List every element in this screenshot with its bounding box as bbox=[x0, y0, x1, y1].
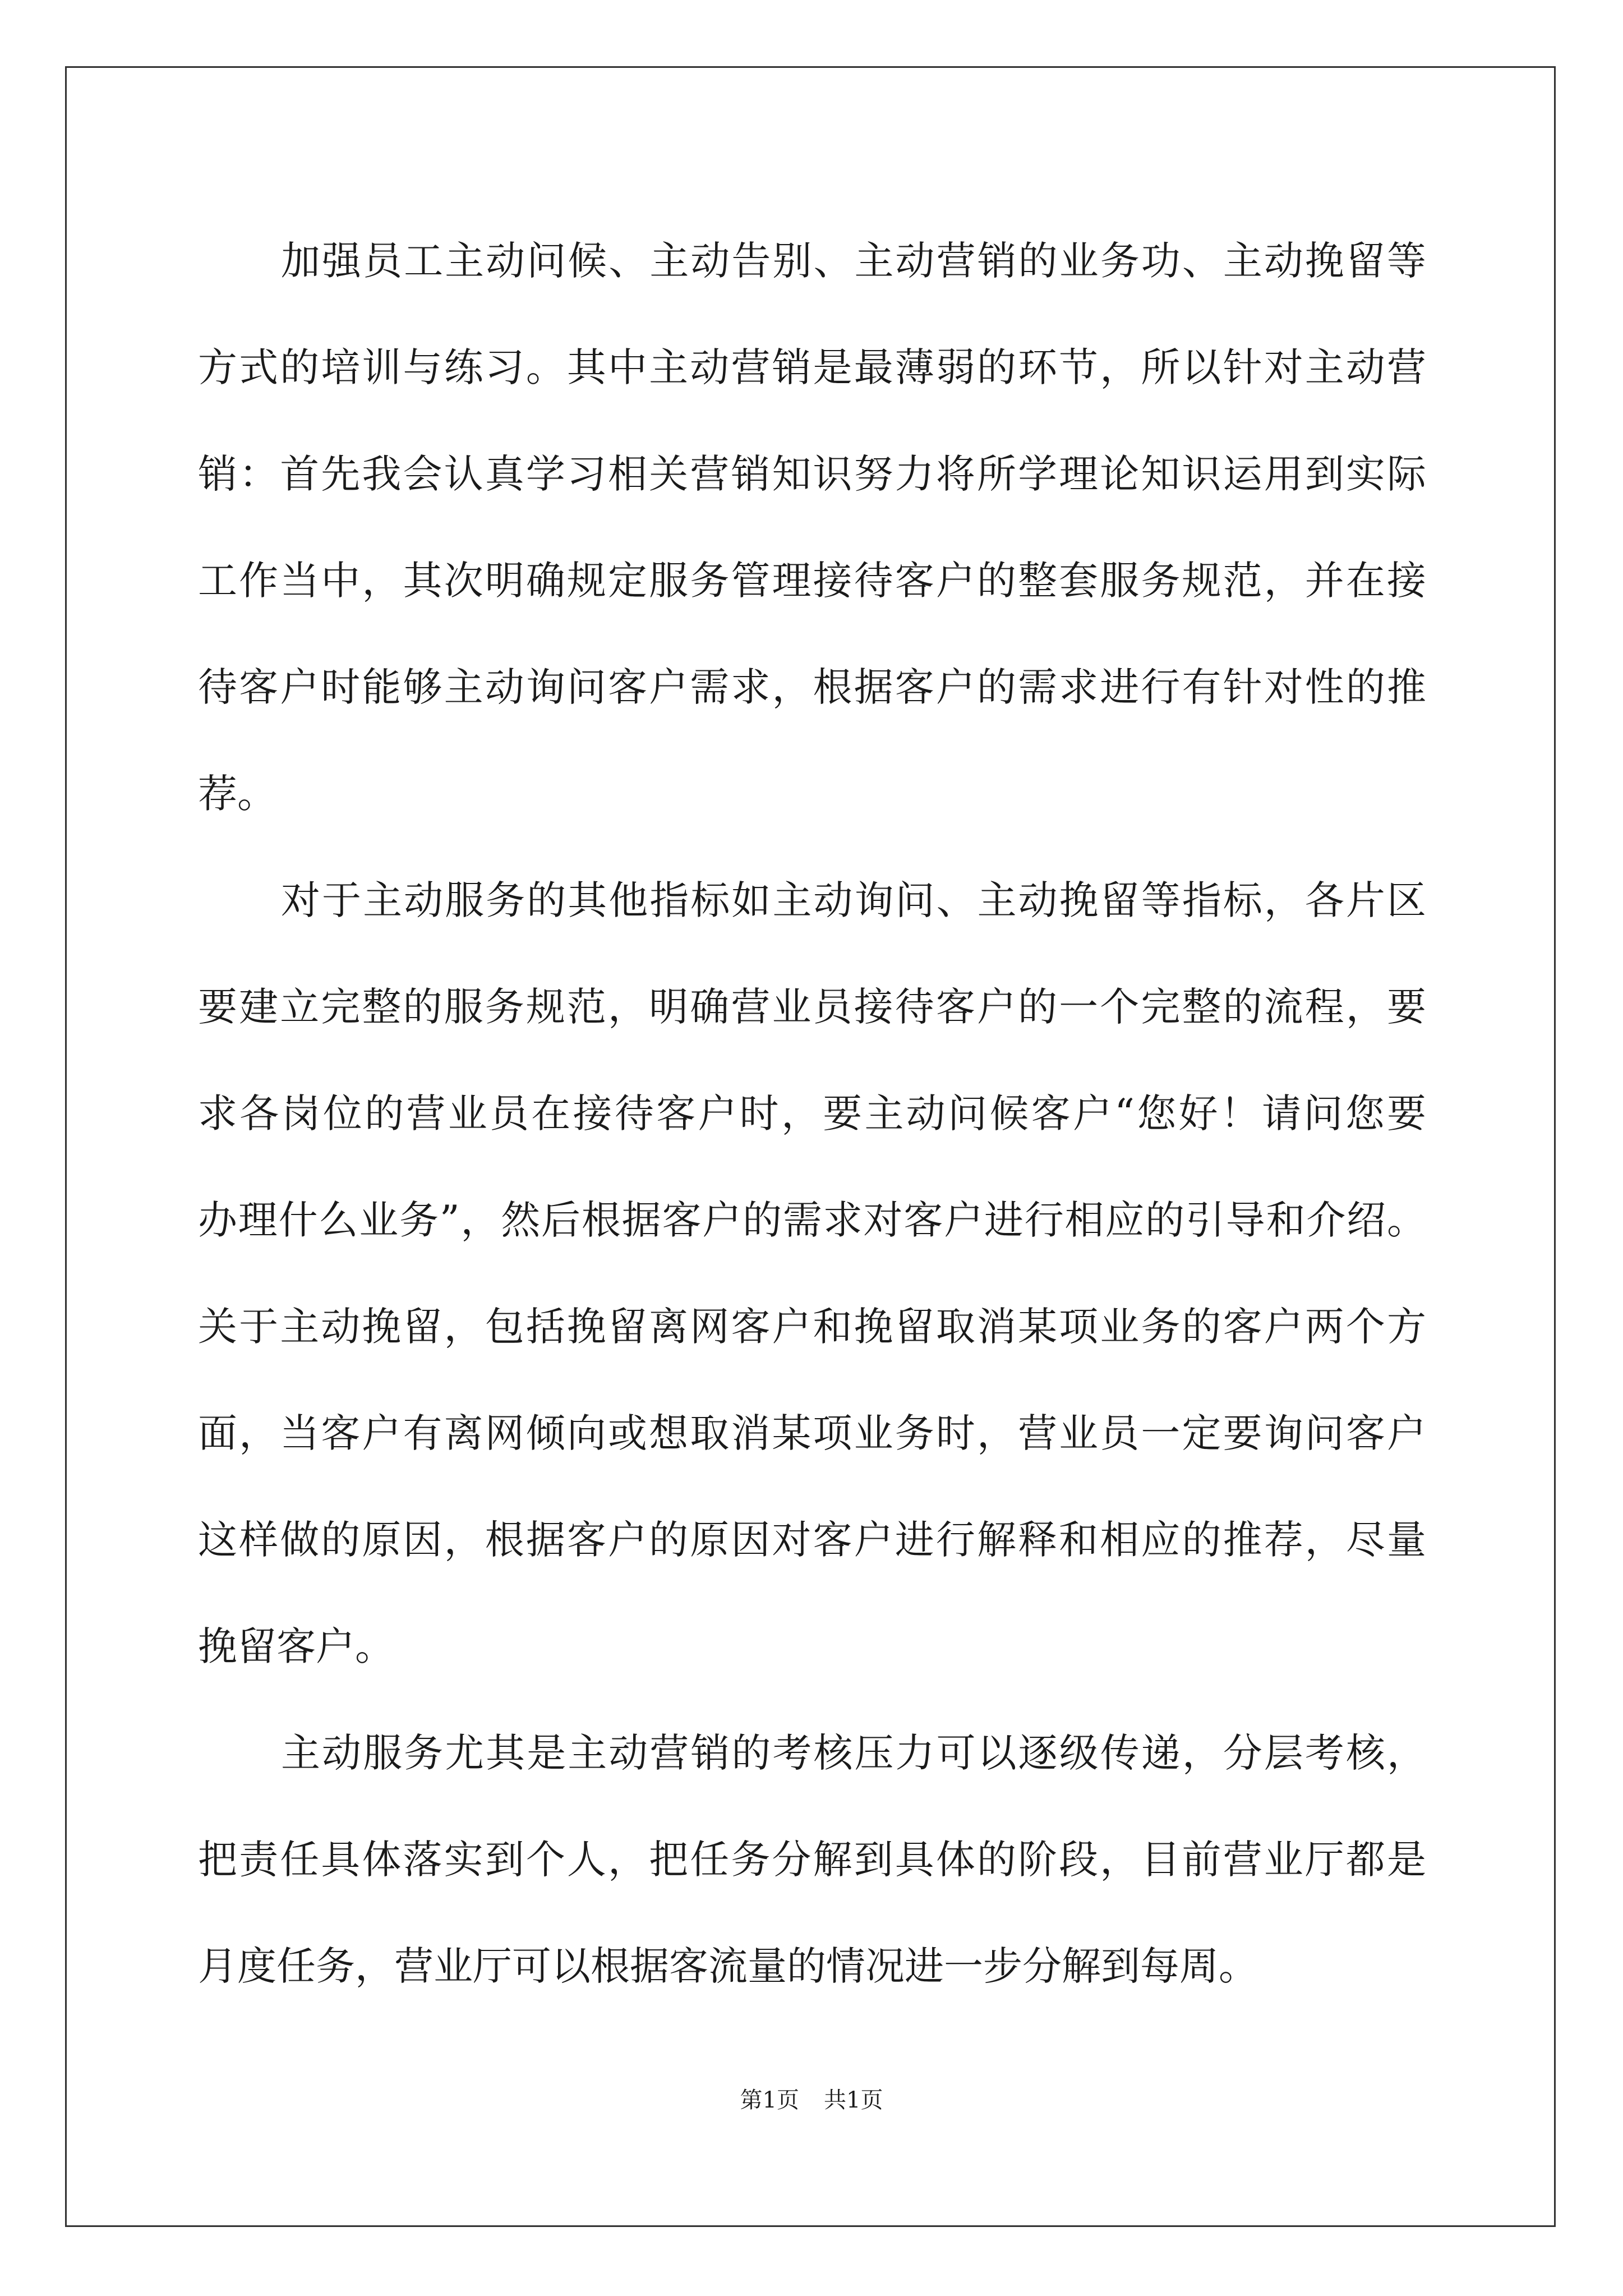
paragraph-1-line-5: 待客户时能够主动询问客户需求，根据客户的需求进行有针对性的推 bbox=[198, 664, 1426, 710]
paragraph-1-line-3: 销：首先我会认真学习相关营销知识努力将所学理论知识运用到实际 bbox=[198, 451, 1426, 497]
paragraph-2-line-6: 面，当客户有离网倾向或想取消某项业务时，营业员一定要询问客户 bbox=[198, 1410, 1426, 1456]
paragraph-2-line-3: 求各岗位的营业员在接待客户时，要主动问候客户“您好！请问您要 bbox=[198, 1091, 1426, 1137]
paragraph-2-line-7: 这样做的原因，根据客户的原因对客户进行解释和相应的推荐，尽量 bbox=[198, 1517, 1426, 1563]
paragraph-3-line-1: 主动服务尤其是主动营销的考核压力可以逐级传递，分层考核， bbox=[281, 1730, 1426, 1776]
document-body bbox=[198, 208, 1426, 2019]
paragraph-3-line-2: 把责任具体落实到个人，把任务分解到具体的阶段，目前营业厅都是 bbox=[198, 1837, 1426, 1883]
paragraph-2-line-8: 挽留客户。 bbox=[198, 1623, 394, 1669]
page-number-total: 共1页 bbox=[824, 2087, 883, 2113]
paragraph-2-line-1: 对于主动服务的其他指标如主动询问、主动挽留等指标，各片区 bbox=[281, 877, 1426, 923]
paragraph-2-line-4: 办理什么业务”，然后根据客户的需求对客户进行相应的引导和介绍。 bbox=[198, 1197, 1426, 1243]
paragraph-1-line-2: 方式的培训与练习。其中主动营销是最薄弱的环节，所以针对主动营 bbox=[198, 344, 1426, 390]
paragraph-2-line-5: 关于主动挽留，包括挽留离网客户和挽留取消某项业务的客户两个方 bbox=[198, 1304, 1426, 1350]
paragraph-1-line-6: 荐。 bbox=[198, 771, 276, 817]
page-footer bbox=[0, 2082, 1623, 2114]
paragraph-2-line-2: 要建立完整的服务规范，明确营业员接待客户的一个完整的流程，要 bbox=[198, 984, 1426, 1030]
page-number-current: 第1页 bbox=[740, 2087, 799, 2113]
paragraph-3-line-3: 月度任务，营业厅可以根据客流量的情况进一步分解到每周。 bbox=[198, 1943, 1258, 1989]
paragraph-1-line-1: 加强员工主动问候、主动告别、主动营销的业务功、主动挽留等 bbox=[281, 238, 1426, 284]
paragraph-1-line-4: 工作当中，其次明确规定服务管理接待客户的整套服务规范，并在接 bbox=[198, 558, 1426, 604]
